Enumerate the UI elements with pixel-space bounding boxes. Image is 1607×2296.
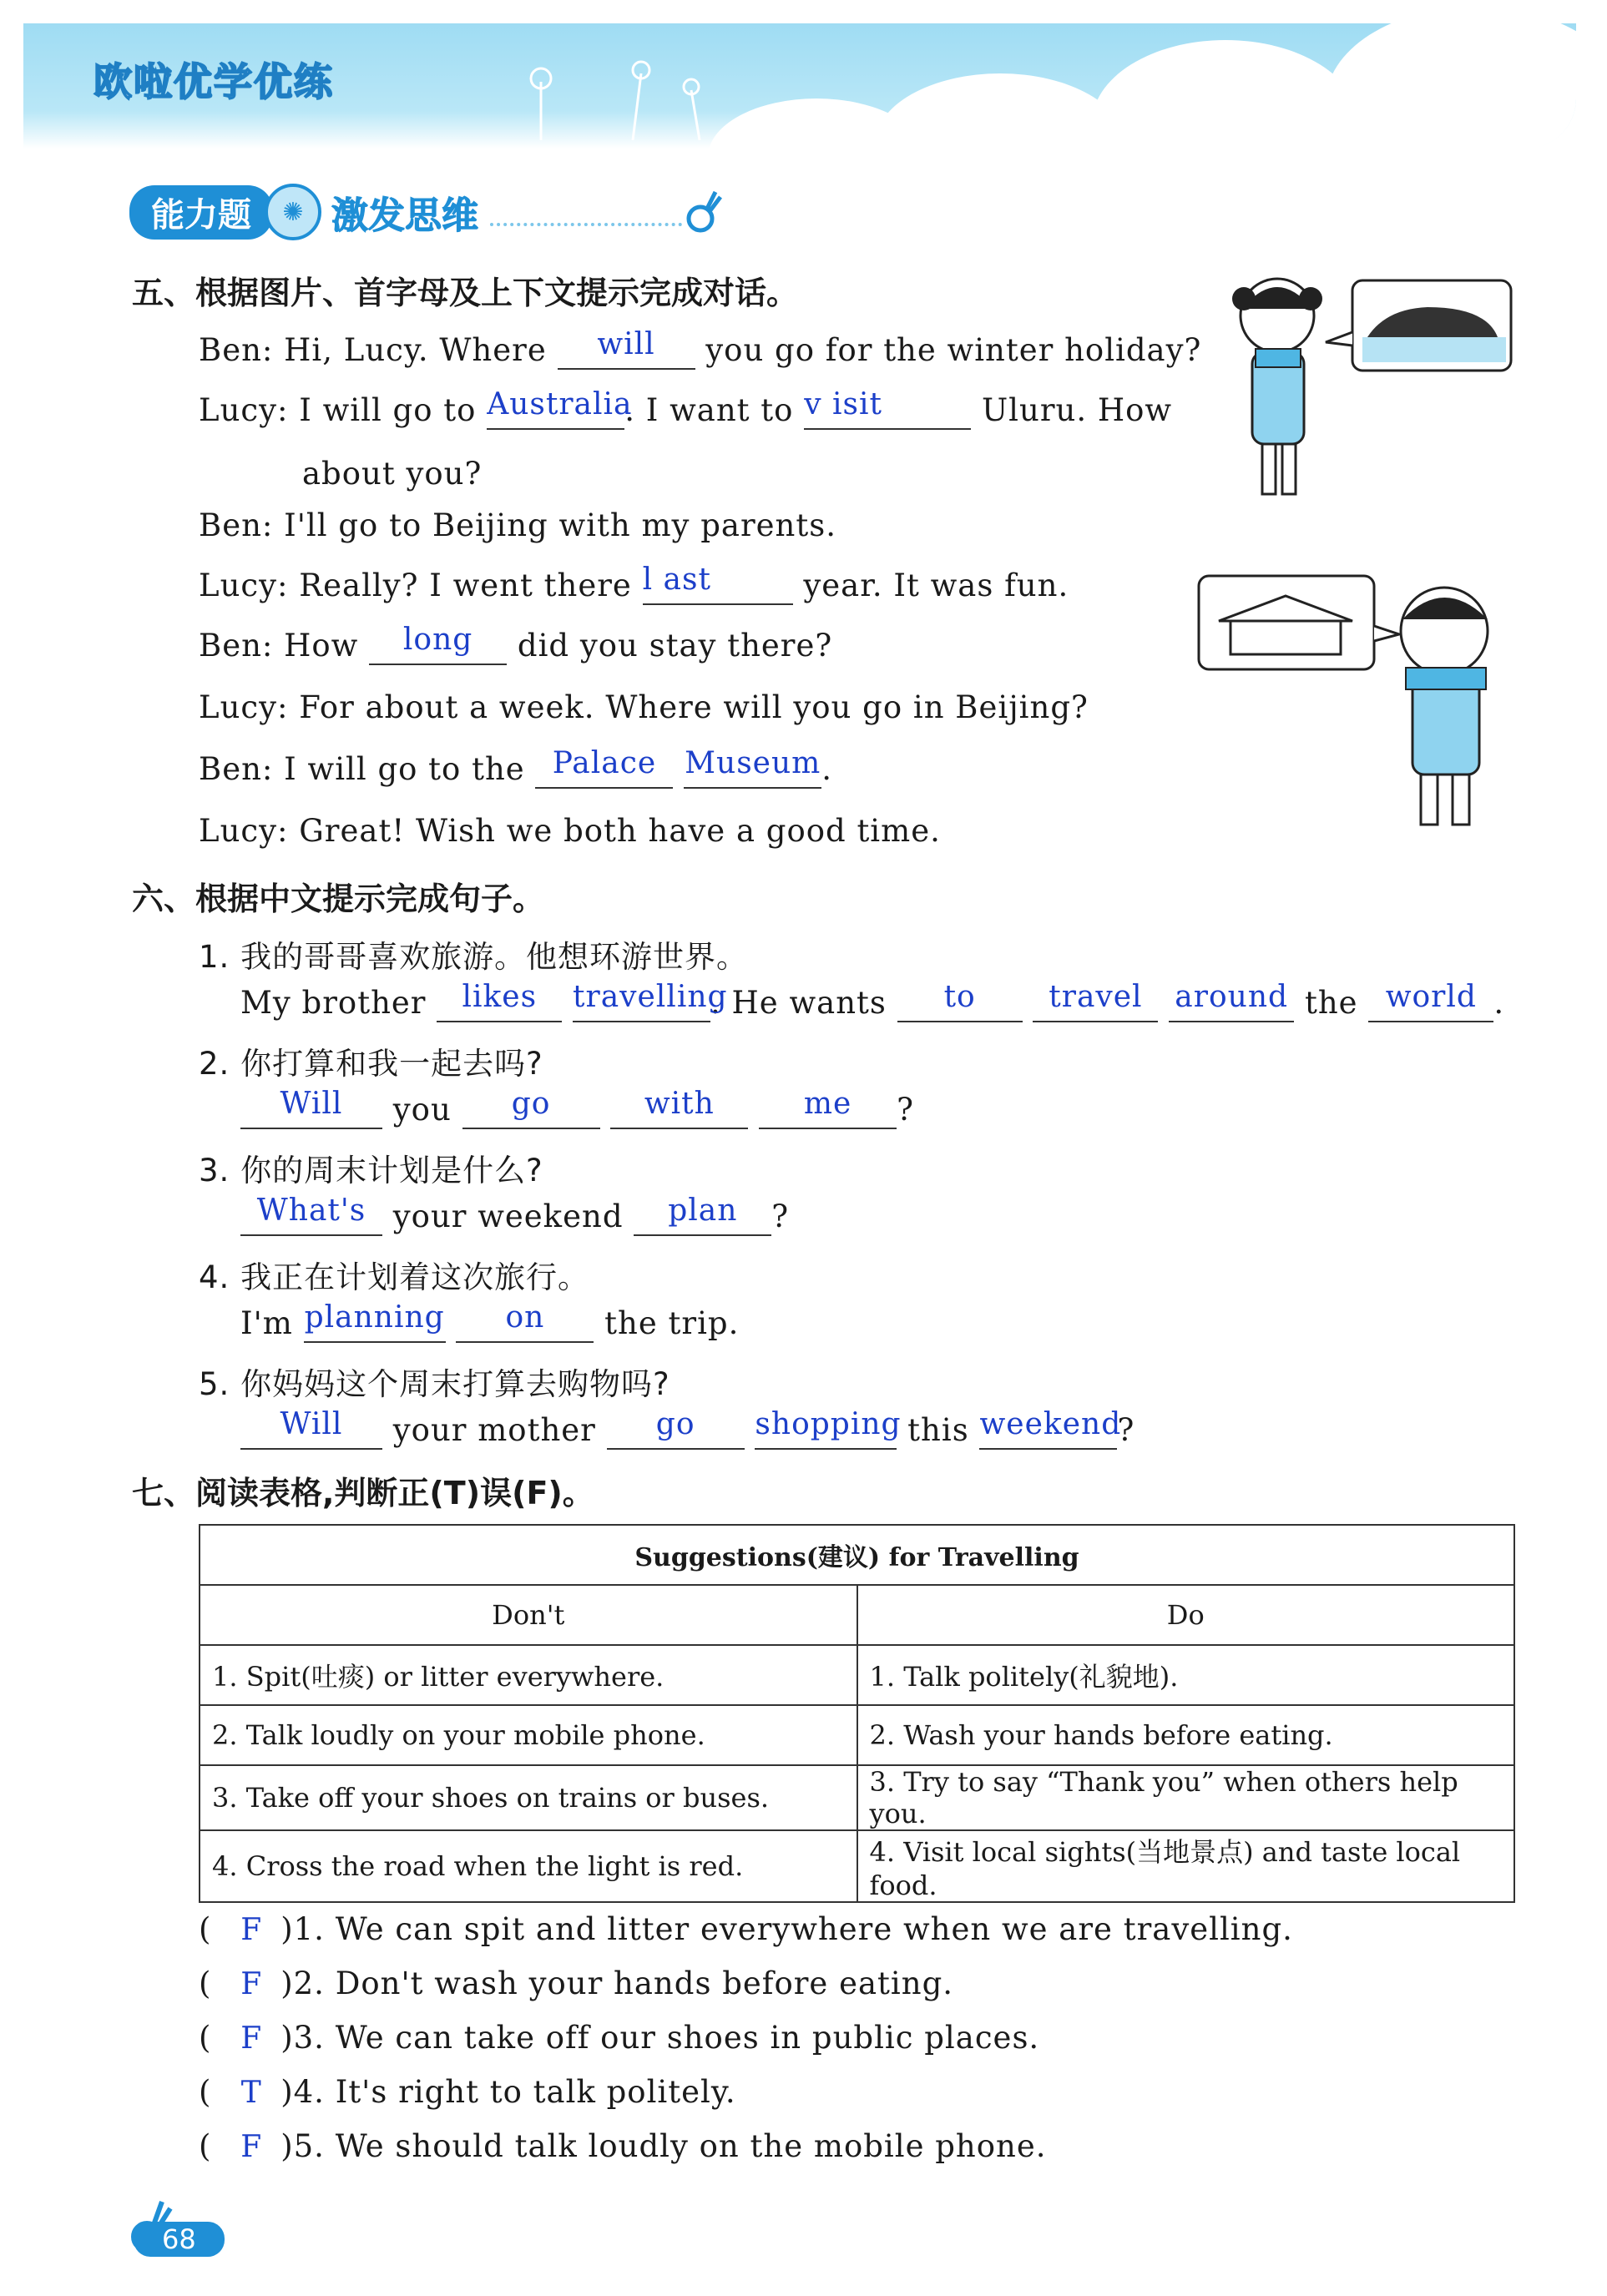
paren: (	[199, 1965, 212, 2001]
answer-blank	[684, 746, 821, 789]
answer-blank	[369, 623, 507, 665]
dialogue-line	[199, 689, 1089, 725]
sentence-line	[240, 1300, 740, 1343]
answer-blank	[456, 1300, 594, 1343]
dialogue-line	[199, 507, 836, 543]
answer-blank	[1368, 980, 1493, 1022]
section-banner	[129, 185, 724, 239]
answer-blank	[610, 1087, 748, 1129]
dialogue-text: Ben: Hi, Lucy. Where	[199, 332, 547, 368]
answer-blank	[558, 327, 695, 370]
judgement-text: )4. It's right to talk politely.	[280, 2074, 736, 2110]
answer-blank	[535, 746, 673, 789]
answer-text: travel	[1049, 980, 1143, 1014]
answer-text: me	[803, 1087, 852, 1121]
sentence-line	[240, 1407, 1135, 1450]
answer-text: world	[1385, 980, 1477, 1014]
sentence-line	[240, 1193, 790, 1236]
answer-text: on	[505, 1300, 545, 1335]
table-caption: Suggestions(建议) for Travelling	[200, 1525, 1514, 1585]
paren: (	[199, 2128, 212, 2164]
do-column-header: Do	[857, 1585, 1515, 1645]
cloud-decoration	[875, 73, 1125, 149]
dialogue-text: did you stay there?	[517, 628, 833, 664]
brand-logo: 欧啦优学优练	[93, 59, 334, 104]
sentence-text: ?	[771, 1198, 790, 1234]
sentence-text: I'm	[240, 1305, 293, 1341]
answer-text: likes	[462, 980, 538, 1014]
section-subtitle: 激发思维	[331, 194, 478, 237]
brain-icon: ✺	[265, 184, 321, 240]
judgement-item	[199, 2074, 736, 2110]
answer-blank	[437, 980, 562, 1022]
sentence-text: your mother	[392, 1412, 596, 1448]
dont-cell: 2. Talk loudly on your mobile phone.	[200, 1705, 857, 1765]
judgement-item	[199, 2020, 1039, 2056]
answer-blank	[1169, 980, 1294, 1022]
dialogue-text: Ben: How	[199, 628, 359, 664]
answer-text: shopping	[755, 1407, 902, 1441]
sentence-text: your weekend	[392, 1198, 624, 1234]
dialogue-text: Lucy: For about a week. Where will you go in Beijing?	[199, 689, 1089, 725]
dont-column-header: Don't	[200, 1585, 857, 1645]
dialogue-line	[199, 563, 1069, 605]
answer-blank	[240, 1087, 382, 1129]
dialogue-line	[199, 813, 941, 849]
dialogue-line	[199, 327, 1202, 370]
answer-blank	[1033, 980, 1158, 1022]
sentence-text: My brother	[240, 985, 427, 1021]
girl-with-uluru-illustration	[1219, 265, 1519, 516]
boy-with-palace-illustration	[1194, 568, 1519, 843]
answer-text: Australia	[487, 387, 633, 421]
sentence-text: this	[907, 1412, 969, 1448]
table-row	[200, 1830, 1514, 1902]
answer-blank	[979, 1407, 1122, 1450]
answer-text: F	[240, 1967, 263, 2001]
dialogue-text: Lucy: I will go to	[199, 392, 477, 428]
answer-text: with	[644, 1087, 715, 1121]
paren: (	[199, 2020, 212, 2056]
answer-text: Will	[280, 1087, 343, 1121]
sentence-text: ?	[897, 1092, 914, 1128]
answer-text: F	[240, 1913, 263, 1947]
judgement-text: )2. Don't wash your hands before eating.	[280, 1965, 954, 2001]
sentence-text: .	[1493, 985, 1505, 1021]
dandelion-icon	[491, 57, 741, 149]
answer-blank	[759, 1087, 897, 1129]
cloud-decoration	[1092, 40, 1359, 149]
answer-text: around	[1175, 980, 1289, 1014]
dialogue-text: Ben: I'll go to Beijing with my parents.	[199, 507, 836, 543]
dialogue-text: year. It was fun.	[803, 568, 1069, 603]
answer-blank	[755, 1407, 902, 1450]
dont-cell: 4. Cross the road when the light is red.	[200, 1830, 857, 1902]
answer-text: weekend	[979, 1407, 1122, 1441]
dialogue-text: . I want to	[624, 392, 794, 428]
dont-cell: 1. Spit(吐痰) or litter everywhere.	[200, 1645, 857, 1705]
answer-text: T	[240, 2076, 262, 2110]
table-row	[200, 1645, 1514, 1705]
sentence-prompt: 5. 你妈妈这个周末打算去购物吗?	[199, 1366, 670, 1402]
dialogue-line	[302, 456, 482, 492]
answer-text: Palace	[552, 746, 657, 780]
answer-blank	[804, 387, 971, 430]
question-6-title: 六、根据中文提示完成句子。	[132, 881, 545, 917]
dialogue-text: Uluru. How	[981, 392, 1173, 428]
page-number: 68	[134, 2222, 225, 2257]
answer-text: v isit	[804, 387, 882, 421]
dialogue-text: about you?	[302, 456, 483, 492]
dialogue-text: Ben: I will go to the	[199, 751, 525, 787]
question-5-title: 五、根据图片、首字母及上下文提示完成对话。	[132, 275, 799, 311]
answer-text: What's	[256, 1193, 366, 1228]
answer-text: plan	[668, 1193, 738, 1228]
sentence-line	[240, 980, 1505, 1022]
question-7-title: 七、阅读表格,判断正(T)误(F)。	[132, 1475, 594, 1511]
dialogue-line	[199, 746, 832, 789]
answer-text: will	[597, 327, 655, 361]
sentence-text: ?	[1117, 1412, 1135, 1448]
sentence-text: the	[1304, 985, 1358, 1021]
answer-blank	[642, 563, 793, 605]
answer-blank	[304, 1300, 446, 1343]
judgement-text: )3. We can take off our shoes in public places.	[280, 2020, 1040, 2056]
answer-blank	[573, 980, 728, 1022]
answer-text: Will	[280, 1407, 343, 1441]
do-cell: 1. Talk politely(礼貌地).	[857, 1645, 1515, 1705]
answer-blank	[240, 1407, 382, 1450]
dialogue-line	[199, 387, 1173, 430]
do-cell: 4. Visit local sights(当地景点) and taste local food.	[857, 1830, 1515, 1902]
answer-blank	[897, 980, 1023, 1022]
sentence-text: . He wants	[710, 985, 887, 1021]
section-label: 能力题	[129, 185, 273, 240]
answer-blank	[607, 1407, 745, 1450]
dialogue-text: you go for the winter holiday?	[705, 332, 1202, 368]
sentence-prompt: 2. 你打算和我一起去吗?	[199, 1046, 543, 1082]
sentence-text: you	[392, 1092, 452, 1128]
dialogue-text: .	[821, 751, 832, 787]
answer-blank	[487, 387, 633, 430]
do-cell: 3. Try to say “Thank you” when others help you.	[857, 1765, 1515, 1830]
dialogue-line	[199, 623, 833, 665]
sentence-line	[240, 1087, 914, 1129]
answer-blank	[240, 1193, 382, 1236]
answer-text: travelling	[573, 980, 728, 1014]
answer-text: planning	[304, 1300, 445, 1335]
sentence-text: the trip.	[604, 1305, 740, 1341]
answer-text: long	[402, 623, 473, 657]
answer-text: go	[511, 1087, 551, 1121]
answer-text: F	[240, 2021, 263, 2056]
table-row	[200, 1765, 1514, 1830]
answer-text: l ast	[642, 563, 711, 597]
judgement-item	[199, 1911, 1293, 1947]
judgement-item	[199, 1965, 953, 2001]
answer-text: F	[240, 2130, 263, 2164]
sentence-prompt: 3. 你的周末计划是什么?	[199, 1153, 543, 1188]
paren: (	[199, 2074, 212, 2110]
dialogue-text: Lucy: Really? I went there	[199, 568, 632, 603]
answer-text: Museum	[685, 746, 821, 780]
judgement-text: )1. We can spit and litter everywhere when we are travelling.	[280, 1911, 1293, 1947]
answer-blank	[634, 1193, 771, 1236]
sentence-prompt: 4. 我正在计划着这次旅行。	[199, 1259, 590, 1295]
dotted-divider	[490, 198, 682, 226]
do-cell: 2. Wash your hands before eating.	[857, 1705, 1515, 1765]
answer-blank	[462, 1087, 600, 1129]
dont-cell: 3. Take off your shoes on trains or buses.	[200, 1765, 857, 1830]
cloud-decoration	[1326, 23, 1576, 149]
answer-text: to	[943, 980, 976, 1014]
paren: (	[199, 1911, 212, 1947]
table-row	[200, 1705, 1514, 1765]
dialogue-text: Lucy: Great! Wish we both have a good time.	[199, 813, 941, 849]
suggestions-table	[199, 1524, 1515, 1903]
answer-text: go	[655, 1407, 695, 1441]
judgement-item	[199, 2128, 1047, 2164]
judgement-text: )5. We should talk loudly on the mobile phone.	[280, 2128, 1047, 2164]
hand-ok-icon	[682, 187, 724, 237]
sentence-prompt: 1. 我的哥哥喜欢旅游。他想环游世界。	[199, 939, 749, 975]
